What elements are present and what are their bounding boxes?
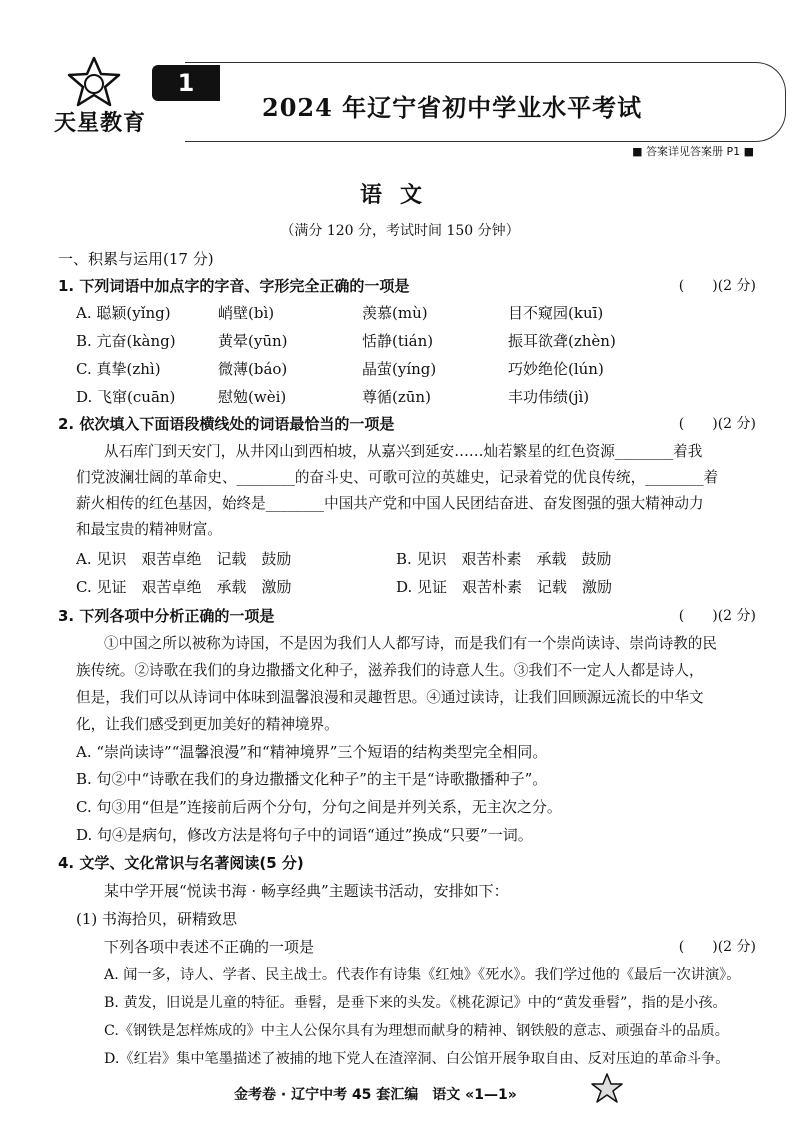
q2-option-c: C. 见证 艰苦卓绝 承载 激励: [76, 578, 292, 596]
q1-option-a-1: A. 聪颖(yǐng): [76, 304, 171, 322]
paper-number-badge: 1: [152, 65, 220, 101]
subject-title: 语文: [359, 182, 440, 208]
question-1-stem: 1. 下列词语中加点字的字音、字形完全正确的一项是: [58, 277, 410, 295]
q2-option-d: D. 见证 艰苦朴素 记载 激励: [396, 578, 613, 596]
question-4-1-score: ( )(2 分): [678, 939, 756, 955]
q3-passage-line-3: 但是，我们可以从诗词中体味到温馨浪漫和灵趣哲思。④通过读诗，让我们回顾源远流长的中华文: [76, 689, 704, 706]
section-heading: 一、积累与运用(17 分): [58, 250, 214, 268]
q4-option-b: B. 黄发，旧说是儿童的特征。垂髫，是垂下来的头发。《桃花源记》中的“黄发垂髫”，指的是小孩。: [104, 995, 727, 1011]
answer-note: ■ 答案详见答案册 P1 ■: [632, 145, 754, 158]
q3-passage-line-2: 族传统。②诗歌在我们的身边撒播文化种子，滋养我们的诗意人生。③我们不一定人人都是诗人，: [76, 662, 704, 679]
q1-option-a-2: 峭壁(bì): [218, 304, 275, 322]
q1-option-b-2: 黄晕(yūn): [218, 332, 288, 350]
q2-passage-line-1: 从石库门到天安门，从井冈山到西柏坡，从嘉兴到延安……灿若繁星的红色资源________着我: [104, 443, 703, 460]
question-3-score: ( )(2 分): [678, 608, 756, 624]
q1-option-c-4: 巧妙绝伦(lún): [508, 360, 604, 378]
footer-text: 金考卷 · 辽宁中考 45 套汇编 语文 «1—1»: [234, 1087, 517, 1103]
question-3-stem: 3. 下列各项中分析正确的一项是: [58, 607, 275, 625]
q3-passage-line-1: ①中国之所以被称为诗国，不是因为我们人人都写诗，而是我们有一个崇尚读诗、崇尚诗教的民: [104, 635, 717, 652]
mascot-icon: [590, 1072, 624, 1106]
q3-option-a: A. “崇尚读诗”“温馨浪漫”和“精神境界”三个短语的结构类型完全相同。: [76, 743, 548, 761]
q3-option-c: C. 句③用“但是”连接前后两个分句，分句之间是并列关系，无主次之分。: [76, 798, 562, 816]
q4-intro: 某中学开展“悦读书海 · 畅享经典”主题读书活动，安排如下：: [104, 882, 509, 900]
q1-option-d-3: 尊循(zūn): [362, 388, 431, 406]
q1-option-d-1: D. 飞窜(cuān): [76, 388, 176, 406]
q3-passage-line-4: 化，让我们感受到更加美好的精神境界。: [76, 716, 339, 733]
question-4-stem: 4. 文学、文化常识与名著阅读(5 分): [58, 854, 304, 872]
q4-sub-1-heading: (1) 书海拾贝，研精致思: [76, 910, 238, 928]
q2-option-b: B. 见识 艰苦朴素 承载 鼓励: [396, 550, 612, 568]
q1-option-b-1: B. 亢奋(kàng): [76, 332, 176, 350]
q4-sub-1-stem: 下列各项中表述不正确的一项是: [104, 938, 315, 956]
q1-option-a-3: 羡慕(mù): [362, 304, 428, 322]
q2-passage-line-3: 薪火相传的红色基因，始终是________中国共产党和中国人民团结奋进、奋发图强的强大精神动力: [76, 495, 704, 512]
q3-option-d: D. 句④是病句，修改方法是将句子中的词语“通过”换成“只要”一词。: [76, 826, 533, 844]
q1-option-b-3: 恬静(tián): [362, 332, 434, 350]
exam-title: 2024 年辽宁省初中学业水平考试: [262, 93, 643, 122]
q2-option-a: A. 见识 艰苦卓绝 记载 鼓励: [76, 550, 292, 568]
q1-option-d-2: 慰勉(wèi): [218, 388, 287, 406]
q1-option-a-4: 目不窥园(kuī): [508, 304, 604, 322]
q4-option-a: A. 闻一多，诗人、学者、民主战士。代表作有诗集《红烛》《死水》。我们学过他的《最后一次讲演》。: [104, 967, 741, 983]
q1-option-c-3: 晶萤(yíng): [362, 360, 437, 378]
brand-logo-text: 天星教育: [54, 111, 147, 136]
q1-option-d-4: 丰功伟绩(jì): [508, 388, 590, 406]
exam-info: （满分 120 分，考试时间 150 分钟）: [280, 223, 520, 239]
star-logo-icon: [66, 56, 122, 108]
q3-option-b: B. 句②中“诗歌在我们的身边撒播文化种子”的主干是“诗歌撒播种子”。: [76, 770, 548, 788]
question-2-stem: 2. 依次填入下面语段横线处的词语最恰当的一项是: [58, 415, 395, 433]
q4-option-c: C.《钢铁是怎样炼成的》中主人公保尔具有为理想而献身的精神、钢铁般的意志、顽强奋斗的品质。: [104, 1023, 729, 1039]
q2-passage-line-2: 们党波澜壮阔的革命史、________的奋斗史、可歌可泣的英雄史，记录着党的优良传统，________着: [76, 469, 719, 486]
q2-passage-line-4: 和最宝贵的精神财富。: [76, 521, 222, 538]
q4-option-d: D.《红岩》集中笔墨描述了被捕的地下党人在渣滓洞、白公馆开展争取自由、反对压迫的革命斗争。: [104, 1051, 730, 1067]
q1-option-c-2: 微薄(báo): [218, 360, 288, 378]
question-2-score: ( )(2 分): [678, 416, 756, 432]
q1-option-b-4: 振耳欲聋(zhèn): [508, 332, 616, 350]
q1-option-c-1: C. 真挚(zhì): [76, 360, 161, 378]
question-1-score: ( )(2 分): [678, 278, 756, 294]
